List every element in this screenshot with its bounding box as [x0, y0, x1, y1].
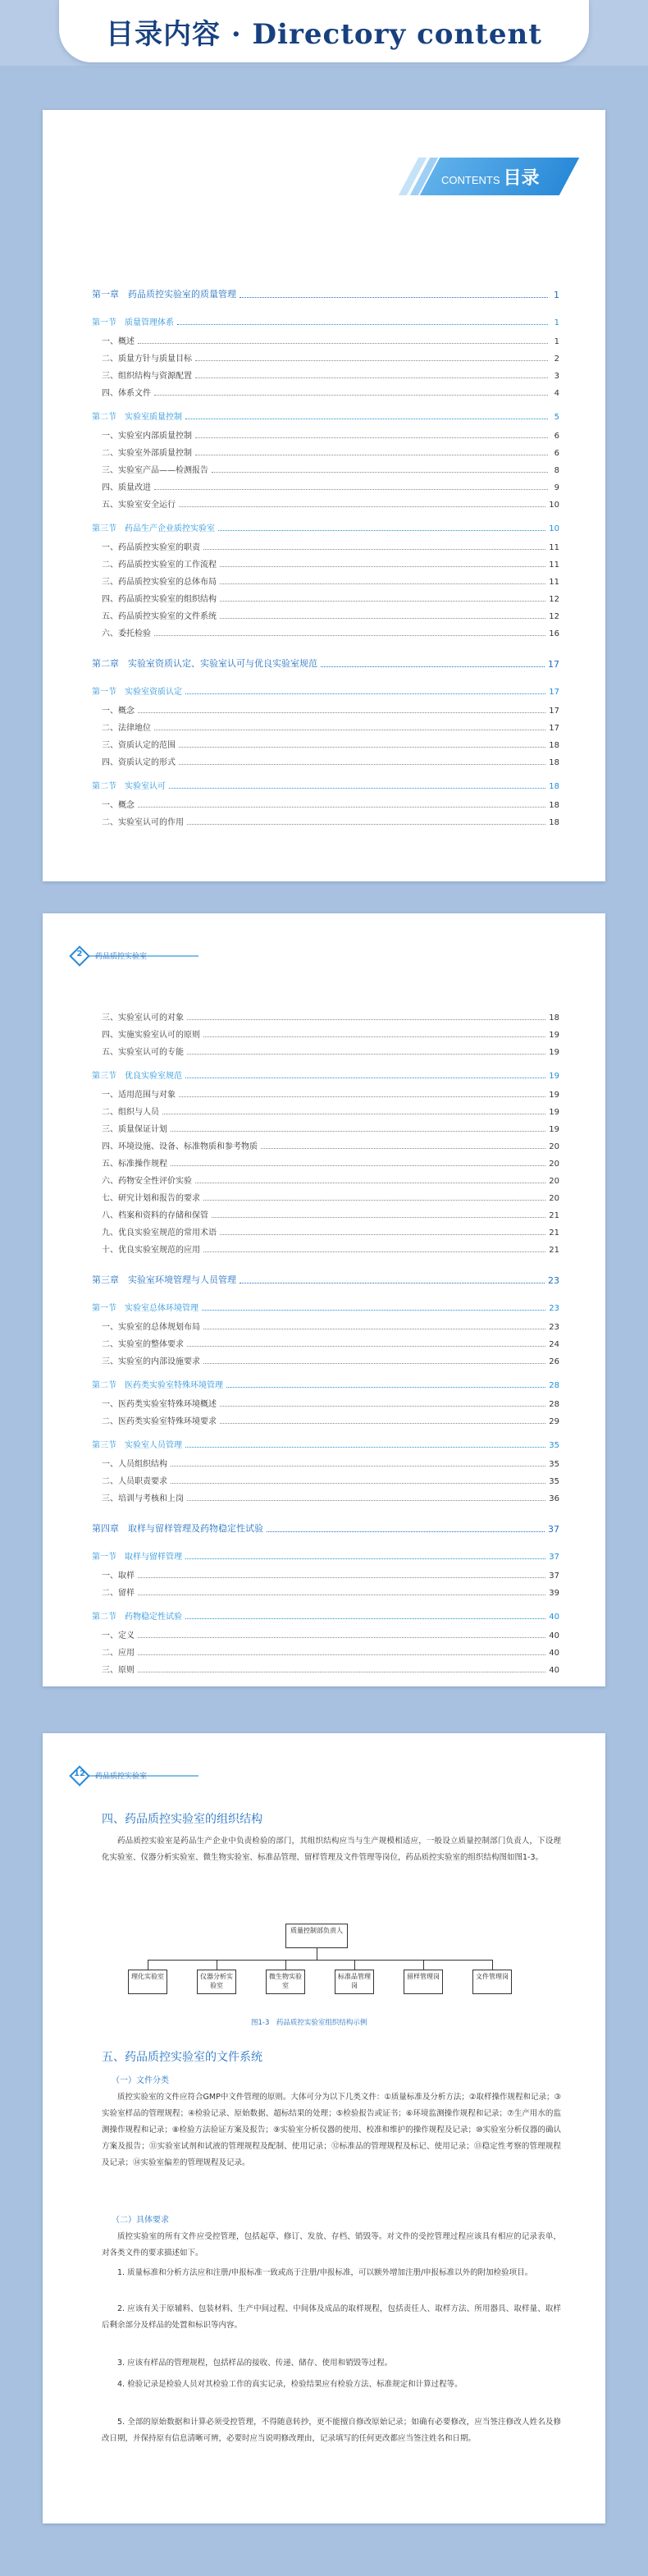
toc-entry[interactable]	[102, 1663, 559, 1675]
toc-entry[interactable]	[102, 1027, 559, 1040]
toc-entry-label: 第三节 实验室人员管理	[92, 1441, 182, 1450]
toc-entry-page: 37	[548, 1524, 559, 1535]
toc-entry-page: 20	[549, 1194, 559, 1203]
toc-entry-page: 40	[549, 1666, 559, 1675]
subsection-2-heading: （二）具体要求	[112, 2216, 169, 2225]
requirement-item: 1. 质量标准和分析方法应和注册/申报标准一致或高于注册/申报标准，可以额外增加注册/申报标准以外的附加检验项目。	[117, 2268, 533, 2277]
toc-entry[interactable]	[92, 315, 559, 327]
toc-entry-page: 28	[549, 1381, 559, 1390]
toc-entry-page: 19	[549, 1072, 559, 1081]
toc-entry-label: 第一节 实验室资质认定	[92, 688, 182, 697]
toc-leader-dots	[138, 1637, 545, 1638]
toc-leader-dots	[187, 824, 545, 825]
toc-entry-page: 12	[549, 595, 559, 604]
requirement-item: 5. 全部的原始数据和计算必须受控管理，不得随意转抄，更不能擅自修改原始记录；如确有必要修改，应当签注修改人姓名及修改日期，并保持原有信息清晰可辨，必要时应当说明修改理由，记录填写的任何更改都应当签注姓名和日期。	[102, 2418, 561, 2443]
toc-entry[interactable]	[102, 446, 559, 458]
toc-leader-dots	[138, 1654, 545, 1655]
toc-entry[interactable]	[102, 755, 559, 767]
toc-entry-page: 19	[549, 1048, 559, 1057]
toc-entry[interactable]	[102, 609, 559, 621]
toc-entry-page: 11	[549, 560, 559, 570]
subsection-1-paragraph: 质控实验室的文件应符合GMP中文件管理的原则。大体可分为以下几类文件：①质量标准及分析方法；②取样操作规程和记录；③实验室样品的管理规程；④检验记录、原始数据、超标结果的处理；⑤检验报告或证书；⑥环境监测操作规程和记录；⑦生产用水的监测操作规程和记录；⑧检验方法验证方案及报告；⑨实验室分析仪器的使用、校准和维护的操作规程及记录；⑩实验室分析仪器的确认方案及报告；⑪实验室试剂和试液的管理规程及配制、使用记录；⑫标准品的管理规程及标记、使用记录；⑬稳定性考察的管理规程及记录；⑭实验室偏差的管理规程及记录。	[102, 2093, 561, 2167]
toc-entry-label: 三、实验室产品——检测报告	[102, 466, 208, 475]
toc-entry-label: 第一节 质量管理体系	[92, 318, 174, 327]
toc-leader-dots	[177, 324, 548, 325]
toc-entry[interactable]	[92, 1521, 559, 1535]
toc-leader-dots	[220, 566, 545, 567]
toc-entry-label: 第二节 医药类实验室特殊环境管理	[92, 1381, 223, 1390]
toc-entry[interactable]	[102, 1105, 559, 1117]
toc-entry-page: 18	[549, 782, 559, 791]
org-connector	[492, 1960, 493, 1970]
toc-entry[interactable]	[92, 287, 559, 300]
toc-entry[interactable]	[92, 1068, 559, 1081]
toc-entry-page: 37	[549, 1553, 559, 1562]
toc-entry-page: 8	[554, 466, 559, 475]
toc-entry-page: 40	[549, 1649, 559, 1658]
toc-entry-page: 28	[549, 1400, 559, 1409]
toc-leader-dots	[203, 1200, 545, 1201]
toc-entry[interactable]	[102, 1208, 559, 1220]
toc-entry[interactable]	[102, 1320, 559, 1332]
toc-entry-page: 1	[554, 337, 559, 346]
toc-entry-page: 11	[549, 578, 559, 587]
toc-entry[interactable]	[102, 1474, 559, 1486]
toc-entry-label: 六、药物安全性评价实验	[102, 1177, 192, 1186]
toc-leader-dots	[171, 1131, 545, 1132]
requirement-item: 4. 检验记录是检验人员对其检验工作的真实记录，检验结果应有检验方法、标准规定和计算过程等。	[117, 2380, 463, 2389]
toc-entry-label: 三、质量保证计划	[102, 1125, 167, 1134]
toc-leader-dots	[171, 1165, 545, 1166]
toc-leader-dots	[220, 583, 545, 584]
toc-leader-dots	[154, 489, 548, 490]
toc-entry-page: 10	[549, 501, 559, 510]
toc-entry-page: 29	[549, 1417, 559, 1426]
toc-entry[interactable]	[102, 721, 559, 733]
toc-entry-page: 17	[549, 688, 559, 697]
toc-leader-dots	[240, 297, 548, 298]
toc-entry-page: 16	[549, 629, 559, 638]
toc-leader-dots	[203, 1036, 545, 1037]
toc-entry[interactable]	[102, 1491, 559, 1503]
running-title: 药品质控实验室	[95, 1773, 148, 1781]
org-connector	[285, 1960, 286, 1970]
requirement-item: 2. 应该有关于原辅料、包装材料、生产中间过程、中间体及成品的取样规程，包括责任人、取样方法、所用器具、取样量、取样后剩余部分及样品的处置和标识等内容。	[102, 2304, 561, 2330]
toc-entry-label: 第三节 优良实验室规范	[92, 1072, 182, 1081]
toc-leader-dots	[195, 377, 548, 378]
toc-entry-page: 26	[549, 1357, 559, 1366]
toc-leader-dots	[261, 1148, 545, 1149]
toc-entry-label: 一、医药类实验室特殊环境概述	[102, 1400, 217, 1409]
toc-leader-dots	[185, 1558, 545, 1559]
toc-entry-label: 六、委托检验	[102, 629, 151, 638]
running-header	[43, 946, 605, 966]
toc-entry[interactable]	[102, 1354, 559, 1366]
toc-entry[interactable]	[102, 351, 559, 364]
toc-entry[interactable]	[92, 779, 559, 791]
toc-leader-dots	[179, 764, 545, 765]
toc-entry-page: 18	[549, 741, 559, 750]
toc-entry-page: 35	[549, 1477, 559, 1486]
toc-entry-page: 6	[554, 449, 559, 458]
toc-entry[interactable]	[102, 1122, 559, 1134]
toc-entry[interactable]	[102, 1156, 559, 1169]
page-number: 2	[76, 949, 83, 959]
section-4-heading: 四、药品质控实验室的组织结构	[102, 1813, 262, 1826]
org-child-box: 标准品管理岗	[335, 1970, 374, 1994]
toc-entry-page: 19	[549, 1125, 559, 1134]
toc-leader-dots	[195, 437, 548, 438]
toc-entry[interactable]	[102, 1585, 559, 1598]
toc-entry-label: 第二章 实验室资质认定、实验室认可与优良实验室规范	[92, 658, 317, 669]
toc-entry[interactable]	[102, 1242, 559, 1255]
toc-entry[interactable]	[102, 703, 559, 716]
toc-entry[interactable]	[102, 626, 559, 638]
toc-entry[interactable]	[102, 1010, 559, 1023]
toc-leader-dots	[187, 1346, 545, 1347]
toc-leader-dots	[212, 472, 548, 473]
toc-entry[interactable]	[102, 557, 559, 570]
toc-entry-label: 二、实验室认可的作用	[102, 818, 184, 827]
toc-entry-page: 18	[549, 758, 559, 767]
toc-entry[interactable]	[92, 410, 559, 422]
toc-entry-label: 二、实验室的整体要求	[102, 1340, 184, 1349]
toc-entry-label: 五、实验室安全运行	[102, 501, 176, 510]
toc-entry-label: 一、实验室内部质量控制	[102, 432, 192, 441]
toc-entry-page: 5	[554, 413, 559, 422]
toc-entry-page: 11	[549, 543, 559, 552]
toc-entry-label: 一、适用范围与对象	[102, 1091, 176, 1100]
toc-entry[interactable]	[102, 738, 559, 750]
toc-entry-page: 6	[554, 432, 559, 441]
toc-entry[interactable]	[92, 521, 559, 533]
toc-leader-dots	[212, 1217, 545, 1218]
toc-entry-label: 三、组织结构与资源配置	[102, 372, 192, 381]
toc-entry[interactable]	[92, 1549, 559, 1562]
toc-leader-dots	[185, 693, 545, 694]
toc-page-1	[43, 110, 605, 881]
toc-leader-dots	[179, 1096, 545, 1097]
toc-entry-label: 一、取样	[102, 1572, 135, 1581]
toc-entry-page: 37	[549, 1572, 559, 1581]
toc-entry[interactable]	[102, 540, 559, 552]
toc-entry-label: 四、资质认定的形式	[102, 758, 176, 767]
toc-entry-page: 40	[549, 1613, 559, 1622]
toc-leader-dots	[187, 1500, 545, 1501]
toc-leader-dots	[202, 1310, 545, 1311]
toc-leader-dots	[220, 1423, 545, 1424]
requirement-item: 3. 应该有样品的管理规程，包括样品的接收、传递、储存、使用和销毁等过程。	[117, 2359, 393, 2368]
toc-entry-page: 18	[549, 1013, 559, 1023]
toc-entry-label: 二、实验室外部质量控制	[102, 449, 192, 458]
toc-leader-dots	[187, 1054, 545, 1055]
toc-leader-dots	[220, 601, 545, 602]
toc-entry-label: 一、概述	[102, 337, 135, 346]
toc-leader-dots	[203, 549, 545, 550]
toc-entry[interactable]	[102, 1337, 559, 1349]
toc-entry-label: 五、实验室认可的专能	[102, 1048, 184, 1057]
toc-entry-label: 第三节 药品生产企业质控实验室	[92, 524, 215, 533]
toc-entry[interactable]	[102, 1457, 559, 1469]
toc-entry-label: 二、应用	[102, 1649, 135, 1658]
toc-entry-page: 20	[549, 1142, 559, 1151]
toc-entry-page: 17	[548, 659, 559, 670]
toc-leader-dots	[195, 360, 548, 361]
toc-entry-label: 三、实验室认可的对象	[102, 1013, 184, 1023]
toc-entry-label: 二、人员职责要求	[102, 1477, 167, 1486]
toc-leader-dots	[179, 506, 545, 507]
toc-leader-dots	[138, 1577, 545, 1578]
toc-entry-page: 40	[549, 1631, 559, 1640]
toc-leader-dots	[154, 635, 545, 636]
toc-leader-dots	[203, 1251, 545, 1252]
toc-entry-label: 二、法律地位	[102, 724, 151, 733]
toc-entry-page: 4	[554, 389, 559, 398]
toc-entry[interactable]	[102, 1225, 559, 1238]
org-connector	[354, 1960, 355, 1970]
toc-entry-label: 第二节 实验室认可	[92, 782, 166, 791]
toc-entry-label: 第四章 取样与留样管理及药物稳定性试验	[92, 1523, 263, 1534]
section-5-heading: 五、药品质控实验室的文件系统	[102, 2051, 262, 2064]
toc-leader-dots	[220, 1406, 545, 1407]
section-4-paragraph: 药品质控实验室是药品生产企业中负责检验的部门，其组织结构应当与生产规模相适应，一般设立质量控制部门负责人，下设理化实验室、仪器分析实验室、微生物实验室、标准品管理、留样管理及文件管理等岗位，药品质控实验室的组织结构图如图1-3。	[102, 1837, 561, 1862]
toc-entry-label: 四、药品质控实验室的组织结构	[102, 595, 217, 604]
org-connector	[423, 1960, 424, 1970]
toc-entry-label: 三、药品质控实验室的总体布局	[102, 578, 217, 587]
toc-entry[interactable]	[92, 1438, 559, 1450]
toc-entry-label: 二、药品质控实验室的工作流程	[102, 560, 217, 570]
toc-page-2	[43, 913, 605, 1686]
header-title: 目录内容 · Directory content	[106, 17, 542, 51]
toc-entry-page: 10	[549, 524, 559, 533]
toc-entry-page: 20	[549, 1160, 559, 1169]
toc-entry-page: 18	[549, 801, 559, 810]
toc-entry-page: 18	[549, 818, 559, 827]
toc-entry[interactable]	[102, 368, 559, 381]
toc-entry-label: 一、概念	[102, 801, 135, 810]
toc-leader-dots	[185, 1447, 545, 1448]
toc-entry-label: 五、标准操作规程	[102, 1160, 167, 1169]
toc-entry-label: 二、组织与人员	[102, 1108, 159, 1117]
toc-entry-page: 35	[549, 1441, 559, 1450]
toc-leader-dots	[218, 530, 545, 531]
toc-entry-page: 17	[549, 724, 559, 733]
toc-entry-page: 9	[554, 483, 559, 492]
toc-entry-label: 第一章 药品质控实验室的质量管理	[92, 289, 236, 300]
toc-leader-dots	[220, 1234, 545, 1235]
toc-entry-label: 五、药品质控实验室的文件系统	[102, 612, 217, 621]
org-child-box: 微生物实验室	[266, 1970, 305, 1994]
subsection-2-paragraph: 质控实验室的所有文件应受控管理，包括起草、修订、发放、存档、销毁等。对文件的受控管理过程应该具有相应的记录表单，对各类文件的要求描述如下。	[102, 2232, 561, 2258]
toc-entry-label: 第一节 取样与留样管理	[92, 1553, 182, 1562]
toc-leader-dots	[321, 666, 545, 667]
toc-entry[interactable]	[102, 1087, 559, 1100]
toc-entry-label: 八、档案和资料的存储和保管	[102, 1211, 208, 1220]
toc-leader-dots	[220, 618, 545, 619]
toc-entry-page: 23	[549, 1323, 559, 1332]
org-top-box: 质量控制部负责人	[285, 1924, 348, 1948]
toc-entry-label: 三、资质认定的范围	[102, 741, 176, 750]
toc-entry-page: 12	[549, 612, 559, 621]
toc-entry-page: 19	[549, 1031, 559, 1040]
toc-entry[interactable]	[102, 480, 559, 492]
toc-leader-dots	[169, 788, 545, 789]
toc-entry-label: 三、原则	[102, 1666, 135, 1675]
toc-entry[interactable]	[102, 428, 559, 441]
toc-entry-page: 3	[554, 372, 559, 381]
toc-entry[interactable]	[102, 1174, 559, 1186]
toc-leader-dots	[138, 807, 545, 808]
page-number: 12	[74, 1769, 85, 1778]
toc-entry-label: 二、质量方针与质量目标	[102, 355, 192, 364]
content-page-12	[43, 1733, 605, 2523]
toc-entry-label: 二、医药类实验室特殊环境要求	[102, 1417, 217, 1426]
toc-entry[interactable]	[92, 657, 559, 670]
toc-entry-label: 二、留样	[102, 1589, 135, 1598]
toc-entry-page: 2	[554, 355, 559, 364]
toc-entry-page: 20	[549, 1177, 559, 1186]
toc-entry[interactable]	[102, 1397, 559, 1409]
toc-leader-dots	[267, 1531, 545, 1532]
toc-entry[interactable]	[102, 574, 559, 587]
toc-leader-dots	[203, 1363, 545, 1364]
toc-entry[interactable]	[102, 592, 559, 604]
toc-entry-label: 第三章 实验室环境管理与人员管理	[92, 1274, 236, 1285]
toc-entry[interactable]	[102, 1628, 559, 1640]
toc-leader-dots	[187, 1019, 545, 1020]
toc-leader-dots	[185, 1618, 545, 1619]
toc-entry-page: 19	[549, 1091, 559, 1100]
toc-entry[interactable]	[92, 1273, 559, 1286]
toc-entry-page: 19	[549, 1108, 559, 1117]
toc-leader-dots	[226, 1387, 545, 1388]
contents-banner-en: CONTENTS	[441, 174, 500, 186]
toc-entry-label: 七、研究计划和报告的要求	[102, 1194, 200, 1203]
org-child-box: 留样管理岗	[404, 1970, 443, 1994]
toc-entry-label: 一、实验室的总体规划布局	[102, 1323, 200, 1332]
toc-entry-label: 第一节 实验室总体环境管理	[92, 1304, 199, 1313]
toc-entry[interactable]	[102, 1139, 559, 1151]
toc-entry[interactable]	[102, 463, 559, 475]
running-title: 药品质控实验室	[95, 953, 148, 961]
toc-entry[interactable]	[102, 1414, 559, 1426]
org-child-box: 仪器分析实验室	[197, 1970, 236, 1994]
toc-entry-page: 36	[549, 1494, 559, 1503]
toc-entry[interactable]	[102, 334, 559, 346]
toc-entry-page: 21	[549, 1211, 559, 1220]
toc-entry-page: 1	[554, 318, 559, 327]
contents-banner-cn: 目录	[503, 168, 540, 189]
toc-entry[interactable]	[102, 1045, 559, 1057]
toc-entry[interactable]	[92, 684, 559, 697]
toc-entry-label: 十、优良实验室规范的应用	[102, 1246, 200, 1255]
toc-entry-page: 17	[549, 707, 559, 716]
toc-leader-dots	[138, 343, 548, 344]
toc-entry-page: 39	[549, 1589, 559, 1598]
toc-entry-page: 23	[549, 1304, 559, 1313]
toc-entry-page: 35	[549, 1460, 559, 1469]
header-pill	[59, 0, 589, 62]
toc-leader-dots	[154, 395, 548, 396]
org-child-box: 理化实验室	[128, 1970, 167, 1994]
toc-entry[interactable]	[92, 1301, 559, 1313]
toc-entry-page: 23	[548, 1275, 559, 1286]
toc-leader-dots	[171, 1483, 545, 1484]
toc-entry[interactable]	[92, 1609, 559, 1622]
toc-entry-page: 24	[549, 1340, 559, 1349]
toc-entry-label: 一、药品质控实验室的职责	[102, 543, 200, 552]
toc-entry-label: 三、培训与考核和上岗	[102, 1494, 184, 1503]
toc-entry-page: 1	[554, 290, 559, 300]
toc-entry[interactable]	[102, 1568, 559, 1581]
toc-leader-dots	[179, 747, 545, 748]
toc-entry-label: 四、体系文件	[102, 389, 151, 398]
toc-entry[interactable]	[102, 1191, 559, 1203]
toc-entry-label: 四、质量改进	[102, 483, 151, 492]
toc-entry-label: 四、实施实验室认可的原则	[102, 1031, 200, 1040]
toc-entry-label: 四、环境设施、设备、标准物质和参考物质	[102, 1142, 258, 1151]
toc-entry-label: 一、定义	[102, 1631, 135, 1640]
toc-entry-page: 21	[549, 1229, 559, 1238]
toc-entry[interactable]	[102, 815, 559, 827]
org-child-box: 文件管理岗	[472, 1970, 512, 1994]
toc-entry-page: 21	[549, 1246, 559, 1255]
toc-entry-label: 一、概念	[102, 707, 135, 716]
toc-entry-label: 一、人员组织结构	[102, 1460, 167, 1469]
subsection-1-heading: （一）文件分类	[112, 2076, 169, 2085]
toc-entry[interactable]	[102, 1645, 559, 1658]
figure-caption: 图1-3 药品质控实验室组织结构示例	[251, 2019, 367, 2027]
toc-entry[interactable]	[102, 386, 559, 398]
toc-entry-label: 三、实验室的内部设施要求	[102, 1357, 200, 1366]
toc-entry[interactable]	[102, 497, 559, 510]
toc-entry-label: 第二节 药物稳定性试验	[92, 1613, 182, 1622]
contents-banner	[420, 158, 572, 195]
toc-entry[interactable]	[92, 1378, 559, 1390]
toc-entry-label: 第二节 实验室质量控制	[92, 413, 182, 422]
toc-leader-dots	[138, 712, 545, 713]
toc-entry[interactable]	[102, 798, 559, 810]
running-header	[43, 1766, 605, 1786]
toc-entry-label: 九、优良实验室规范的常用术语	[102, 1229, 217, 1238]
